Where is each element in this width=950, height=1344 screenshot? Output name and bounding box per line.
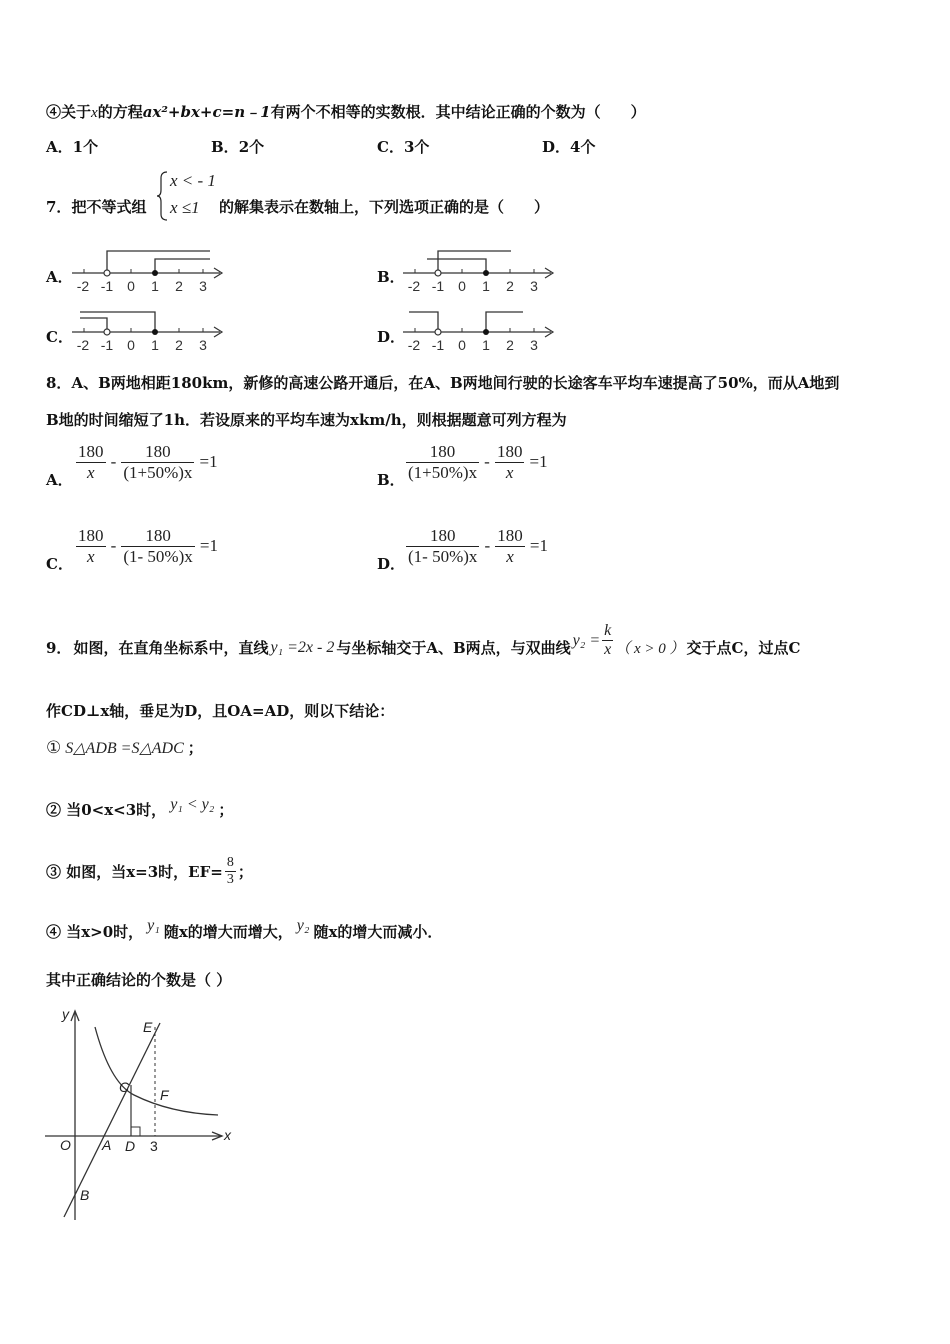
number-line-a <box>70 248 228 296</box>
tick-label: 2 <box>506 278 514 294</box>
right-angle-mark <box>131 1127 140 1136</box>
tick-label: 2 <box>175 278 183 294</box>
tick-label: -1 <box>431 278 445 294</box>
y1-symbol: y₁ <box>147 916 160 934</box>
line-y1 <box>64 1023 160 1217</box>
denominator: x <box>495 546 525 567</box>
q7-option-c-label: C． <box>46 328 73 346</box>
label-f: F <box>160 1087 169 1103</box>
tick-label: 0 <box>127 278 135 294</box>
numerator: 8 <box>226 855 234 870</box>
open-dot-icon <box>104 329 110 335</box>
label-y: y <box>62 1006 69 1022</box>
line-equation: y₁ =2x - 2 <box>270 638 335 656</box>
label-e: E <box>143 1019 153 1035</box>
q8-option-a-label: A． <box>46 471 73 489</box>
denominator: (1- 50%)x <box>123 547 193 566</box>
tick-label: 0 <box>458 278 466 294</box>
q8-option-c-equation <box>76 526 218 567</box>
tick-label: 2 <box>175 337 183 353</box>
number-line-d <box>401 307 559 355</box>
rhs: =1 <box>199 536 218 555</box>
denominator: x <box>495 462 525 483</box>
numerator: 180 <box>78 526 104 545</box>
open-dot-icon <box>435 329 441 335</box>
numerator: 180 <box>497 526 523 545</box>
denominator: (1+50%)x <box>408 463 478 482</box>
q9-conclusion-3: ③ 如图，当x=3时，EF= $\frac{8}{3}$ ； <box>46 855 253 887</box>
rhs: =1 <box>199 452 218 471</box>
open-dot-icon <box>435 270 441 276</box>
q8-option-a-equation <box>76 442 218 483</box>
inequality-1: x < - 1 <box>170 171 216 190</box>
inequality-expression: y₁ < y₂ <box>170 795 215 813</box>
q6-option-c: C．3个 <box>377 138 430 156</box>
q8-option-c-label: C． <box>46 555 73 573</box>
closed-dot-icon <box>483 329 489 335</box>
denominator: (1- 50%)x <box>408 547 478 566</box>
area-expression: S△ADB =S△ADC <box>65 739 184 757</box>
q8-stem-line2: B地的时间缩短了1h．若设原来的平均车速为xkm/h，则根据题意可列方程为 <box>46 411 567 429</box>
q8-option-d-equation <box>406 526 548 567</box>
inequality-system <box>156 170 216 222</box>
tick-label: 1 <box>482 337 490 353</box>
denominator: (1+50%)x <box>123 463 193 482</box>
inequality-2: x ≤1 <box>170 198 200 217</box>
tick-label: 3 <box>199 337 207 353</box>
tick-label: 1 <box>151 278 159 294</box>
tick-label: 0 <box>458 337 466 353</box>
tick-label: -2 <box>76 337 90 353</box>
label-d: D <box>125 1138 136 1154</box>
q9-conclusion-1: ① S△ADB =S△ADC ； <box>46 737 203 757</box>
q6-option-b: B．2个 <box>211 138 265 156</box>
tick-label: -1 <box>100 278 114 294</box>
numerator: 180 <box>145 442 171 461</box>
denominator: x <box>76 462 106 483</box>
tick-label: 1 <box>482 278 490 294</box>
q9-stem-line2: 作CD⊥x轴，垂足为D，且OA=AD，则以下结论： <box>46 702 395 720</box>
minus-sign: - <box>110 452 117 471</box>
tick-label: 1 <box>151 337 159 353</box>
q9-conclusion-2: ② 当0<x<3时， y₁ < y₂ ； <box>46 795 234 819</box>
tick-label: -2 <box>407 278 421 294</box>
q7-stem-suffix: 的解集表示在数轴上，下列选项正确的是（ ） <box>219 198 550 216</box>
q9-conclusion-4: ④ 当x>0时， y₁ 随x的增大而增大， y₂ 随x的增大而减小． <box>46 916 443 941</box>
label-a: A <box>102 1137 112 1153</box>
tick-label: 2 <box>506 337 514 353</box>
q9-question: 其中正确结论的个数是（ ） <box>46 971 232 989</box>
y2-symbol: y₂ <box>296 916 310 934</box>
q8-option-b-label: B． <box>377 471 405 489</box>
hyperbola-lhs: y₂ = <box>572 631 601 649</box>
q6-option-a: A．1个 <box>46 138 99 156</box>
minus-sign: - <box>484 536 491 555</box>
numerator: 180 <box>496 442 523 461</box>
tick-label: 3 <box>530 337 538 353</box>
label-o: O <box>60 1137 71 1153</box>
denominator: x <box>604 641 612 658</box>
tick-label: 3 <box>199 278 207 294</box>
left-brace-icon <box>156 170 170 222</box>
tick-label: 0 <box>127 337 135 353</box>
label-x: x <box>224 1127 231 1143</box>
q7-option-a-label: A． <box>46 268 73 286</box>
denominator: x <box>76 546 106 567</box>
label-3: 3 <box>150 1138 158 1154</box>
numerator: 180 <box>429 526 456 545</box>
tick-label: -1 <box>431 337 445 353</box>
rhs: =1 <box>529 536 548 555</box>
q8-option-d-label: D． <box>377 555 406 573</box>
numerator: 180 <box>78 442 104 461</box>
tick-label: -2 <box>407 337 421 353</box>
tick-label: -1 <box>100 337 114 353</box>
minus-sign: - <box>484 452 490 471</box>
number-line-b <box>401 248 559 296</box>
minus-sign: - <box>110 536 117 555</box>
tick-label: 3 <box>530 278 538 294</box>
q9-stem-line1: 9． 如图，在直角坐标系中，直线 y₁ =2x - 2 与坐标轴交于A、B两点，与双曲线 y₂ = $\frac{k}{x}$ （ x > 0 ） 交于点C，过点C <box>46 622 801 658</box>
closed-dot-icon <box>152 270 158 276</box>
hyperbola-curve <box>95 1027 218 1115</box>
closed-dot-icon <box>483 270 489 276</box>
q7-stem: 7．把不等式组 <box>46 198 147 216</box>
q7-option-b-label: B． <box>377 268 405 286</box>
numerator: 180 <box>145 526 171 545</box>
q6-statement-4: ④关于x的方程ax²+bx+c=n﹣1有两个不相等的实数根．其中结论正确的个数为（ ） <box>46 103 646 121</box>
q6-option-d: D．4个 <box>542 138 596 156</box>
q7-option-d-label: D． <box>377 328 406 346</box>
closed-dot-icon <box>152 329 158 335</box>
tick-label: -2 <box>76 278 90 294</box>
open-dot-icon <box>104 270 110 276</box>
denominator: 3 <box>226 872 234 887</box>
condition: （ x > 0 ） <box>615 641 685 657</box>
label-c: C <box>119 1079 130 1095</box>
rhs: =1 <box>529 452 548 471</box>
q8-stem-line1: 8．A、B两地相距180km，新修的高速公路开通后，在A、B两地间行驶的长途客车平均车速提高了50%，而从A地到 <box>46 374 840 392</box>
numerator: k <box>604 622 612 639</box>
q8-option-b-equation <box>406 442 548 483</box>
number-line-c <box>70 307 228 355</box>
q9-coordinate-figure <box>40 1005 240 1225</box>
numerator: 180 <box>429 442 456 461</box>
label-b: B <box>80 1187 90 1203</box>
